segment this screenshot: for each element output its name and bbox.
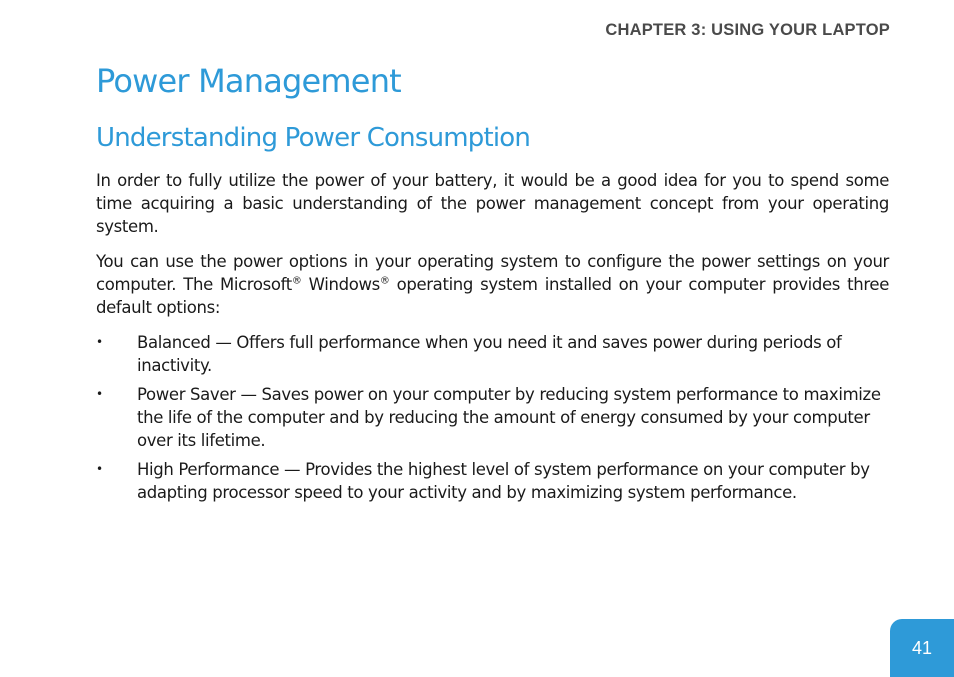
paragraph-text-1: You can use the power options in your operating system to configure the power settings on your computer. The Microsoft xyxy=(96,252,889,294)
paragraph-text-2: Windows xyxy=(301,275,380,294)
list-item-text: Power Saver — Saves power on your computer by reducing system performance to maximize the life of the computer and by reducing the amount of energy consumed by your computer over its lifetime. xyxy=(137,385,881,450)
list-item xyxy=(96,458,889,504)
paragraph-text-3: operating system installed on your computer provides three default options: xyxy=(96,275,889,317)
bullet-icon: • xyxy=(96,462,103,476)
bullet-icon: • xyxy=(96,387,103,401)
intro-paragraph: In order to fully utilize the power of your battery, it would be a good idea for you to spend some time acquiring a basic understanding of the power management concept from your operating system. xyxy=(96,171,889,236)
page-title: Power Management xyxy=(96,62,401,100)
registered-mark: ® xyxy=(379,275,390,287)
list-item xyxy=(96,383,889,452)
list-item-text: High Performance — Provides the highest level of system performance on your computer by adapting processor speed to your activity and by maximizing system performance. xyxy=(137,460,870,502)
list-item xyxy=(96,331,889,377)
power-options-paragraph xyxy=(96,250,889,319)
bullet-icon: • xyxy=(96,335,103,349)
page-number: 41 xyxy=(911,637,933,658)
chapter-header: CHAPTER 3: USING YOUR LAPTOP xyxy=(605,21,890,39)
registered-mark: ® xyxy=(291,275,302,287)
page-number-tab xyxy=(890,619,954,677)
power-options-list xyxy=(96,331,889,504)
section-title: Understanding Power Consumption xyxy=(96,123,531,153)
main-content xyxy=(96,169,889,510)
list-item-text: Balanced — Offers full performance when you need it and saves power during periods of inactivity. xyxy=(137,333,842,375)
